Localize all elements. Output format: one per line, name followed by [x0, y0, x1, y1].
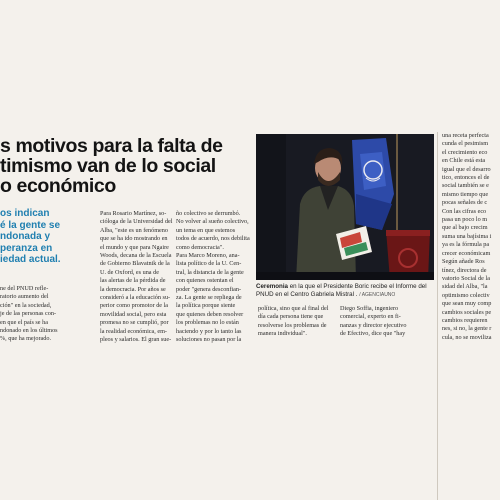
text-line: el mundo y que para Ngaire [100, 243, 169, 251]
text-line: como democracia". [176, 243, 224, 251]
text-line: que se ha ido mostrando en [100, 235, 168, 243]
text-line: Woods, decana de la Escuela [100, 252, 172, 260]
text-line: %, que ha mejorado. [0, 335, 52, 343]
text-line: tral, la distancia de la gente [176, 268, 244, 276]
text-line: nanzas y director ejecutivo [340, 321, 407, 329]
text-line: las alertas de la pérdida de [100, 277, 166, 285]
text-line: la política porque siente [176, 302, 236, 310]
text-line: mismo tiempo que [442, 190, 489, 198]
text-line: je de las personas con- [0, 310, 57, 318]
photo-credit: / AGENCIAUNO [359, 292, 396, 298]
text-line: suma una bajísima i [442, 232, 492, 240]
headline-line: o económico [0, 175, 116, 197]
lead-line: iedad actual. [0, 254, 61, 265]
text-line: con quienes ostentan el [176, 277, 234, 285]
lead-line: peranza en [0, 242, 53, 254]
lead-line: os indican [0, 208, 50, 219]
body-column-4 [258, 305, 350, 339]
text-line: la realidad económica, em- [100, 327, 167, 335]
text-line: social también se e [442, 182, 489, 190]
text-line: de Gobierno Blavatnik de la [100, 260, 170, 268]
body-column-1 [0, 285, 92, 344]
text-line: U. de Oxford, es una de [100, 268, 159, 276]
text-line: Alba, "este es un fenómeno [100, 226, 168, 234]
lead-line: é la gente se [0, 219, 61, 231]
text-line: optimismo colectiv [442, 291, 490, 299]
caption-text: en la que el Presidente Boric recibe el Informe del [287, 283, 427, 290]
text-line: cunda el pesimism [442, 140, 489, 148]
text-line: día cada persona tiene que [258, 313, 324, 321]
text-line: Con las cifras eco [442, 207, 487, 215]
lead-line: ndonada y [0, 231, 51, 242]
text-line: movilidad social, pero esta [100, 310, 167, 318]
photo-caption [256, 283, 436, 299]
text-line: haciendo y por lo tanto las [176, 327, 242, 335]
text-line: promesa no se cumplió, por [100, 319, 169, 327]
text-line: soluciones no pasan por la [176, 336, 242, 344]
text-line: perior como promotor de la [100, 302, 169, 310]
text-line: cambios requieren [442, 316, 488, 324]
text-line: poder "genera desconfian- [176, 285, 242, 293]
text-line: lista político de la U. Cen- [176, 260, 242, 268]
text-line: un tema en que estemos [176, 226, 236, 234]
text-line: pleos y salarios. El gran sue- [100, 336, 172, 344]
caption-line-2 [256, 291, 436, 299]
text-line: cula, no se moviliza [442, 333, 492, 341]
text-line: Para Rosario Martínez, so- [100, 210, 167, 217]
body-column-2 [100, 210, 178, 345]
caption-line-1 [256, 283, 436, 291]
text-line: ño colectivo se derrumbó. [176, 210, 241, 217]
body-column-3 [176, 210, 254, 345]
headline-line: s motivos para la falta de [0, 135, 223, 157]
text-line: comercial, experto en fi- [340, 313, 401, 321]
text-line: tico, entonces el de [442, 174, 490, 182]
text-line: pocas señales de c [442, 199, 488, 207]
text-line: tínez, directora de [442, 266, 487, 274]
text-line: que al bajo crecim [442, 224, 488, 232]
article-lead [0, 208, 98, 266]
text-line: cióloga de la Universidad del [100, 218, 173, 226]
text-line: una receta perfecta [442, 132, 489, 139]
text-line: la democracia. Por años se [100, 285, 166, 293]
body-column-5 [340, 305, 432, 339]
text-line: resolverse los problemas de [258, 321, 327, 329]
headline-line: timismo van de lo social [0, 155, 216, 177]
text-line: manera individual". [258, 330, 307, 338]
text-line: consideró a la educación su- [100, 294, 171, 302]
text-line: ndonado en los últimos [0, 327, 58, 335]
text-line: que sean muy comp [442, 300, 492, 308]
text-line: za. La gente se repliega de [176, 294, 242, 302]
body-column-6 [442, 132, 500, 342]
text-line: crecer económicam [442, 249, 491, 257]
text-line: en que el país se ha [0, 318, 48, 326]
text-line: nes, si no, la gente r [442, 325, 492, 333]
article-headline [0, 136, 260, 196]
column-divider [437, 132, 438, 500]
text-line: todos de acuerdo, nos debilita [176, 235, 250, 243]
text-line: de Efectivo, dice que "hay [340, 330, 406, 338]
text-line: ratorio aumento del [0, 293, 49, 301]
text-line: cambios sociales pe [442, 308, 492, 316]
ceremony-photo [256, 134, 434, 280]
caption-bold: Ceremonia [256, 283, 288, 290]
text-line: Para Marco Moreno, ana- [176, 252, 240, 260]
text-line: igual que el desarro [442, 165, 491, 173]
text-line: en Chile está esta [442, 157, 486, 165]
caption-text: PNUD en el Centro Gabriela Mistral . [256, 291, 358, 298]
text-line: el crecimiento eco [442, 148, 488, 156]
text-line: ne del PNUD refle- [0, 285, 49, 292]
text-line: Según añade Ros [442, 258, 485, 266]
text-line: pasa un poco lo m [442, 216, 488, 224]
text-line: los problemas no lo están [176, 319, 239, 327]
text-line: No volver al sueño colectivo, [176, 218, 249, 226]
text-line: ción" en la sociedad, [0, 301, 52, 309]
text-line: política, sino que al final del [258, 305, 329, 312]
text-line: vatorio Social de la [442, 274, 490, 282]
text-line: Diego Soffia, ingeniero [340, 305, 399, 312]
text-line: ya es la fórmula pa [442, 241, 490, 249]
text-line: sidad del Alba, "la [442, 283, 488, 291]
text-line: que quienes deben resolver [176, 310, 244, 318]
